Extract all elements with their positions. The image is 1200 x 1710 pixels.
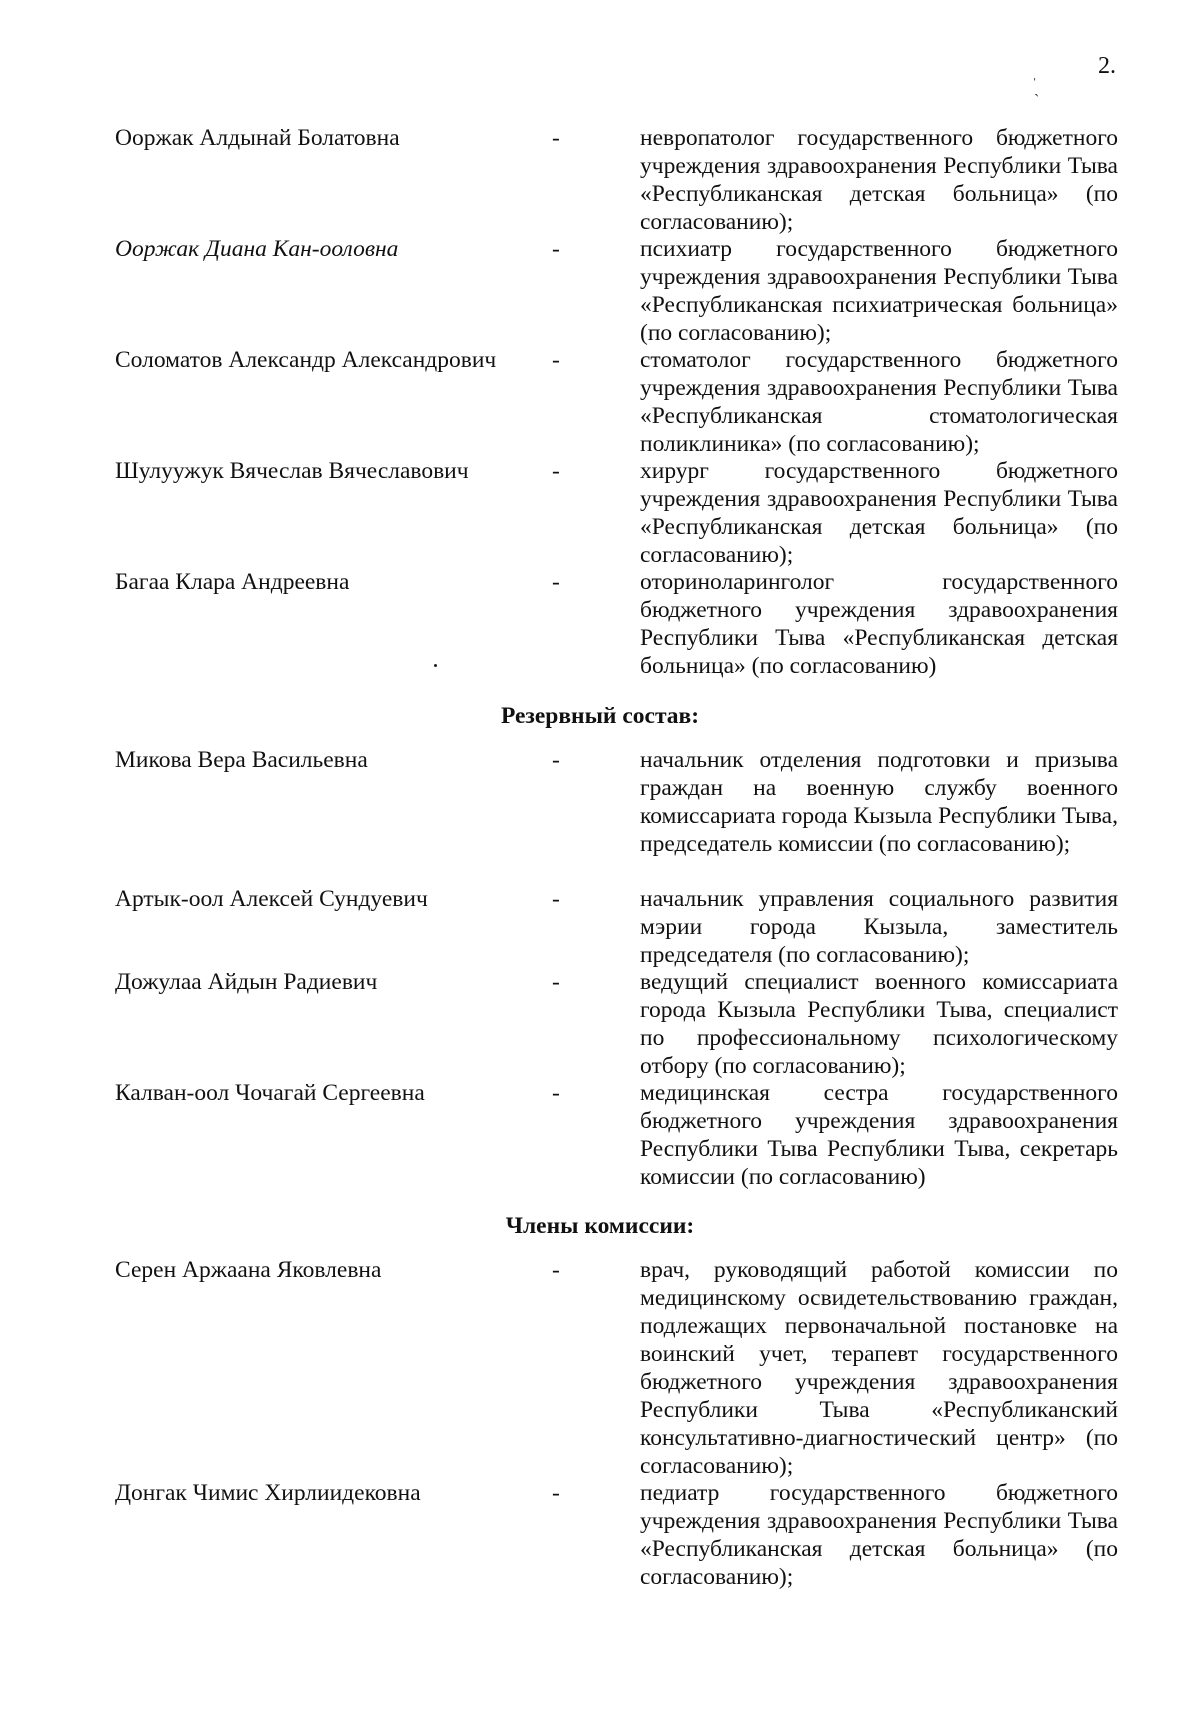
scan-mark: ˌ bbox=[1032, 64, 1038, 81]
member-description: психиатр государственного бюджетного учреждения здравоохранения Республики Тыва «Республиканская психиатрическая больница» (по согласованию); bbox=[640, 236, 1118, 346]
member-name: Артык-оол Алексей Сундуевич bbox=[115, 886, 428, 912]
section-heading-members: Члены комиссии: bbox=[505, 1213, 695, 1239]
member-dash: - bbox=[552, 236, 560, 262]
member-dash: - bbox=[552, 747, 560, 773]
member-dash: - bbox=[552, 347, 560, 373]
member-name: Серен Аржаана Яковлевна bbox=[115, 1257, 382, 1283]
member-description: педиатр государственного бюджетного учреждения здравоохранения Республики Тыва «Республиканская детская больница» (по согласованию); bbox=[640, 1480, 1118, 1590]
member-dash: - bbox=[552, 125, 560, 151]
member-description: невропатолог государственного бюджетного учреждения здравоохранения Республики Тыва «Республиканская детская больница» (по согласованию); bbox=[640, 125, 1118, 235]
member-description: ведущий специалист военного комиссариата города Кызыла Республики Тыва, специалист по профессиональному психологическому отбору (по согласованию); bbox=[640, 969, 1118, 1079]
member-dash: - bbox=[552, 569, 560, 595]
member-name: Дожулаа Айдын Радиевич bbox=[115, 969, 378, 995]
member-dash: - bbox=[552, 1257, 560, 1283]
member-name: Шулуужук Вячеслав Вячеславович bbox=[115, 458, 469, 484]
member-name: Соломатов Александр Александрович bbox=[115, 347, 497, 373]
page-number: 2. bbox=[1098, 53, 1116, 79]
member-name: Донгак Чимис Хирлиидековна bbox=[115, 1480, 421, 1506]
member-dash: - bbox=[552, 1480, 560, 1506]
member-dash: - bbox=[552, 886, 560, 912]
member-description: начальник управления социального развития мэрии города Кызыла, заместитель председателя (по согласованию); bbox=[640, 886, 1118, 968]
member-description: врач, руководящий работой комиссии по медицинскому освидетельствованию граждан, подлежащих первоначальной постановке на воинский учет, терапевт государственного бюджетного учреждения здравоохранения Республики Тыва «Республиканский консультативно-диагностический центр» (по согласованию); bbox=[640, 1257, 1118, 1479]
section-heading-reserve: Резервный состав: bbox=[500, 703, 700, 729]
member-dash: - bbox=[552, 1080, 560, 1106]
member-description: хирург государственного бюджетного учреждения здравоохранения Республики Тыва «Республиканская детская больница» (по согласованию); bbox=[640, 458, 1118, 568]
scan-mark: ˋ bbox=[1034, 92, 1040, 109]
member-name: Ооржак Диана Кан-ооловна bbox=[115, 236, 399, 262]
member-description: медицинская сестра государственного бюджетного учреждения здравоохранения Республики Тыва Республики Тыва, секретарь комиссии (по согласованию) bbox=[640, 1080, 1118, 1190]
scan-speck bbox=[434, 664, 437, 667]
member-dash: - bbox=[552, 969, 560, 995]
member-name: Калван-оол Чочагай Сергеевна bbox=[115, 1080, 425, 1106]
member-description: оториноларинголог государственного бюджетного учреждения здравоохранения Республики Тыва «Республиканская детская больница» (по согласованию) bbox=[640, 569, 1118, 679]
member-description: начальник отделения подготовки и призыва граждан на военную службу военного комиссариата города Кызыла Республики Тыва, председатель комиссии (по согласованию); bbox=[640, 747, 1118, 857]
member-name: Багаа Клара Андреевна bbox=[115, 569, 350, 595]
member-name: Микова Вера Васильевна bbox=[115, 747, 368, 773]
member-description: стоматолог государственного бюджетного учреждения здравоохранения Республики Тыва «Республиканская стоматологическая поликлиника» (по согласованию); bbox=[640, 347, 1118, 457]
member-dash: - bbox=[552, 458, 560, 484]
member-name: Ооржак Алдынай Болатовна bbox=[115, 125, 400, 151]
